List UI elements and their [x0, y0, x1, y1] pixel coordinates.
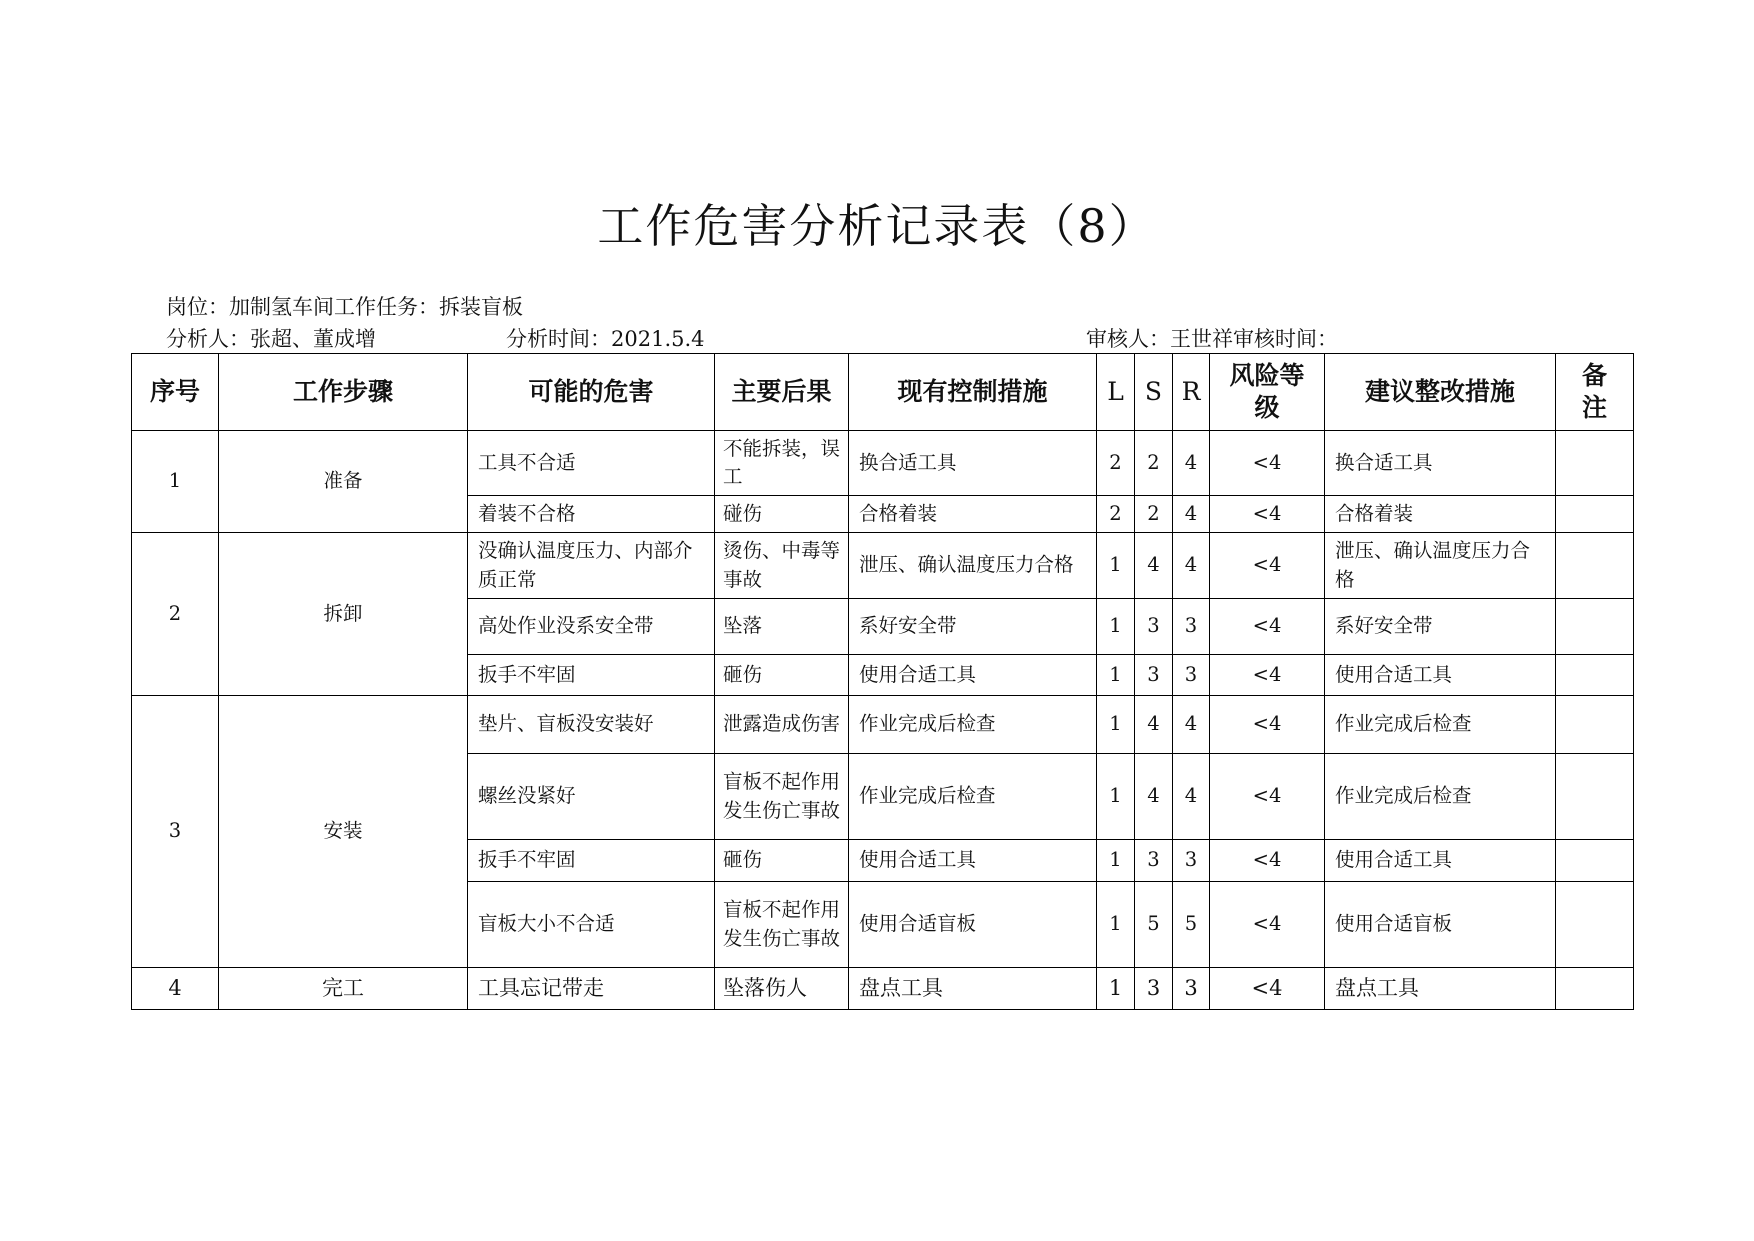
- cell-consequence: 砸伤: [715, 840, 849, 882]
- cell-note: [1556, 496, 1634, 533]
- cell-control: 作业完成后检查: [849, 754, 1097, 840]
- cell-r: 4: [1173, 496, 1210, 533]
- cell-note: [1556, 599, 1634, 655]
- cell-r: 4: [1173, 533, 1210, 599]
- cell-r: 4: [1173, 754, 1210, 840]
- cell-l: 1: [1097, 599, 1135, 655]
- cell-hazard: 没确认温度压力、内部介质正常: [468, 533, 715, 599]
- cell-risk-level: <4: [1210, 696, 1325, 754]
- cell-consequence: 坠落: [715, 599, 849, 655]
- table-header-row: [132, 354, 1634, 431]
- meta-reviewer: 审核人：王世祥审核时间：: [1086, 327, 1338, 351]
- meta-post-task: 岗位：加制氢车间工作任务：拆装盲板: [166, 295, 523, 319]
- cell-risk-level: <4: [1210, 496, 1325, 533]
- cell-hazard: 盲板大小不合适: [468, 882, 715, 968]
- header-note: 备注: [1556, 354, 1634, 431]
- cell-s: 3: [1135, 655, 1173, 696]
- cell-note: [1556, 696, 1634, 754]
- cell-s: 2: [1135, 431, 1173, 496]
- cell-seq: 4: [132, 968, 219, 1010]
- cell-r: 3: [1173, 968, 1210, 1010]
- cell-hazard: 高处作业没系安全带: [468, 599, 715, 655]
- cell-consequence: 盲板不起作用发生伤亡事故: [715, 754, 849, 840]
- cell-step: 完工: [219, 968, 468, 1010]
- cell-risk-level: <4: [1210, 533, 1325, 599]
- cell-note: [1556, 431, 1634, 496]
- cell-l: 1: [1097, 968, 1135, 1010]
- cell-suggestion: 使用合适工具: [1325, 840, 1556, 882]
- cell-suggestion: 合格着装: [1325, 496, 1556, 533]
- cell-step: 拆卸: [219, 533, 468, 696]
- header-control: 现有控制措施: [849, 354, 1097, 431]
- cell-s: 4: [1135, 696, 1173, 754]
- cell-consequence: 碰伤: [715, 496, 849, 533]
- cell-r: 4: [1173, 696, 1210, 754]
- cell-seq: 1: [132, 431, 219, 533]
- cell-control: 盘点工具: [849, 968, 1097, 1010]
- cell-note: [1556, 655, 1634, 696]
- cell-control: 换合适工具: [849, 431, 1097, 496]
- cell-control: 泄压、确认温度压力合格: [849, 533, 1097, 599]
- cell-control: 作业完成后检查: [849, 696, 1097, 754]
- cell-l: 2: [1097, 431, 1135, 496]
- cell-suggestion: 使用合适盲板: [1325, 882, 1556, 968]
- cell-l: 1: [1097, 882, 1135, 968]
- cell-l: 1: [1097, 655, 1135, 696]
- cell-risk-level: <4: [1210, 840, 1325, 882]
- document-title: 工作危害分析记录表（8）: [597, 199, 1157, 253]
- cell-control: 合格着装: [849, 496, 1097, 533]
- cell-s: 5: [1135, 882, 1173, 968]
- cell-note: [1556, 754, 1634, 840]
- header-risk-level: 风险等级: [1210, 354, 1325, 431]
- cell-consequence: 盲板不起作用发生伤亡事故: [715, 882, 849, 968]
- cell-s: 3: [1135, 599, 1173, 655]
- header-s: S: [1135, 354, 1173, 431]
- cell-risk-level: <4: [1210, 655, 1325, 696]
- header-r: R: [1173, 354, 1210, 431]
- cell-s: 3: [1135, 968, 1173, 1010]
- cell-s: 3: [1135, 840, 1173, 882]
- cell-suggestion: 使用合适工具: [1325, 655, 1556, 696]
- header-l: L: [1097, 354, 1135, 431]
- cell-risk-level: <4: [1210, 431, 1325, 496]
- cell-risk-level: <4: [1210, 599, 1325, 655]
- cell-step: 准备: [219, 431, 468, 533]
- cell-s: 2: [1135, 496, 1173, 533]
- cell-r: 3: [1173, 840, 1210, 882]
- meta-analyst: 分析人：张超、董成增: [166, 327, 376, 351]
- cell-risk-level: <4: [1210, 754, 1325, 840]
- cell-consequence: 烫伤、中毒等事故: [715, 533, 849, 599]
- cell-s: 4: [1135, 533, 1173, 599]
- cell-hazard: 扳手不牢固: [468, 840, 715, 882]
- cell-seq: 3: [132, 696, 219, 968]
- cell-suggestion: 换合适工具: [1325, 431, 1556, 496]
- cell-hazard: 工具不合适: [468, 431, 715, 496]
- cell-consequence: 不能拆装，误工: [715, 431, 849, 496]
- cell-control: 使用合适盲板: [849, 882, 1097, 968]
- cell-l: 1: [1097, 754, 1135, 840]
- hazard-analysis-table: [131, 353, 1634, 1010]
- table-row: [132, 968, 1634, 1010]
- cell-l: 1: [1097, 840, 1135, 882]
- cell-r: 3: [1173, 599, 1210, 655]
- table-row: [132, 696, 1634, 754]
- cell-seq: 2: [132, 533, 219, 696]
- cell-control: 使用合适工具: [849, 655, 1097, 696]
- cell-suggestion: 系好安全带: [1325, 599, 1556, 655]
- cell-note: [1556, 840, 1634, 882]
- cell-s: 4: [1135, 754, 1173, 840]
- cell-control: 系好安全带: [849, 599, 1097, 655]
- cell-consequence: 砸伤: [715, 655, 849, 696]
- cell-consequence: 坠落伤人: [715, 968, 849, 1010]
- cell-consequence: 泄露造成伤害: [715, 696, 849, 754]
- cell-note: [1556, 533, 1634, 599]
- cell-l: 2: [1097, 496, 1135, 533]
- table-row: [132, 533, 1634, 599]
- header-hazard: 可能的危害: [468, 354, 715, 431]
- cell-suggestion: 作业完成后检查: [1325, 696, 1556, 754]
- cell-l: 1: [1097, 533, 1135, 599]
- header-step: 工作步骤: [219, 354, 468, 431]
- cell-control: 使用合适工具: [849, 840, 1097, 882]
- cell-hazard: 螺丝没紧好: [468, 754, 715, 840]
- cell-suggestion: 作业完成后检查: [1325, 754, 1556, 840]
- table-row: [132, 431, 1634, 496]
- cell-risk-level: <4: [1210, 968, 1325, 1010]
- header-seq: 序号: [132, 354, 219, 431]
- cell-risk-level: <4: [1210, 882, 1325, 968]
- cell-suggestion: 泄压、确认温度压力合格: [1325, 533, 1556, 599]
- cell-suggestion: 盘点工具: [1325, 968, 1556, 1010]
- cell-hazard: 垫片、盲板没安装好: [468, 696, 715, 754]
- cell-step: 安装: [219, 696, 468, 968]
- cell-hazard: 着装不合格: [468, 496, 715, 533]
- header-suggestion: 建议整改措施: [1325, 354, 1556, 431]
- cell-note: [1556, 882, 1634, 968]
- cell-l: 1: [1097, 696, 1135, 754]
- cell-r: 3: [1173, 655, 1210, 696]
- cell-hazard: 扳手不牢固: [468, 655, 715, 696]
- cell-r: 5: [1173, 882, 1210, 968]
- cell-r: 4: [1173, 431, 1210, 496]
- cell-note: [1556, 968, 1634, 1010]
- cell-hazard: 工具忘记带走: [468, 968, 715, 1010]
- header-consequence: 主要后果: [715, 354, 849, 431]
- meta-analysis-time: 分析时间：2021.5.4: [506, 327, 705, 351]
